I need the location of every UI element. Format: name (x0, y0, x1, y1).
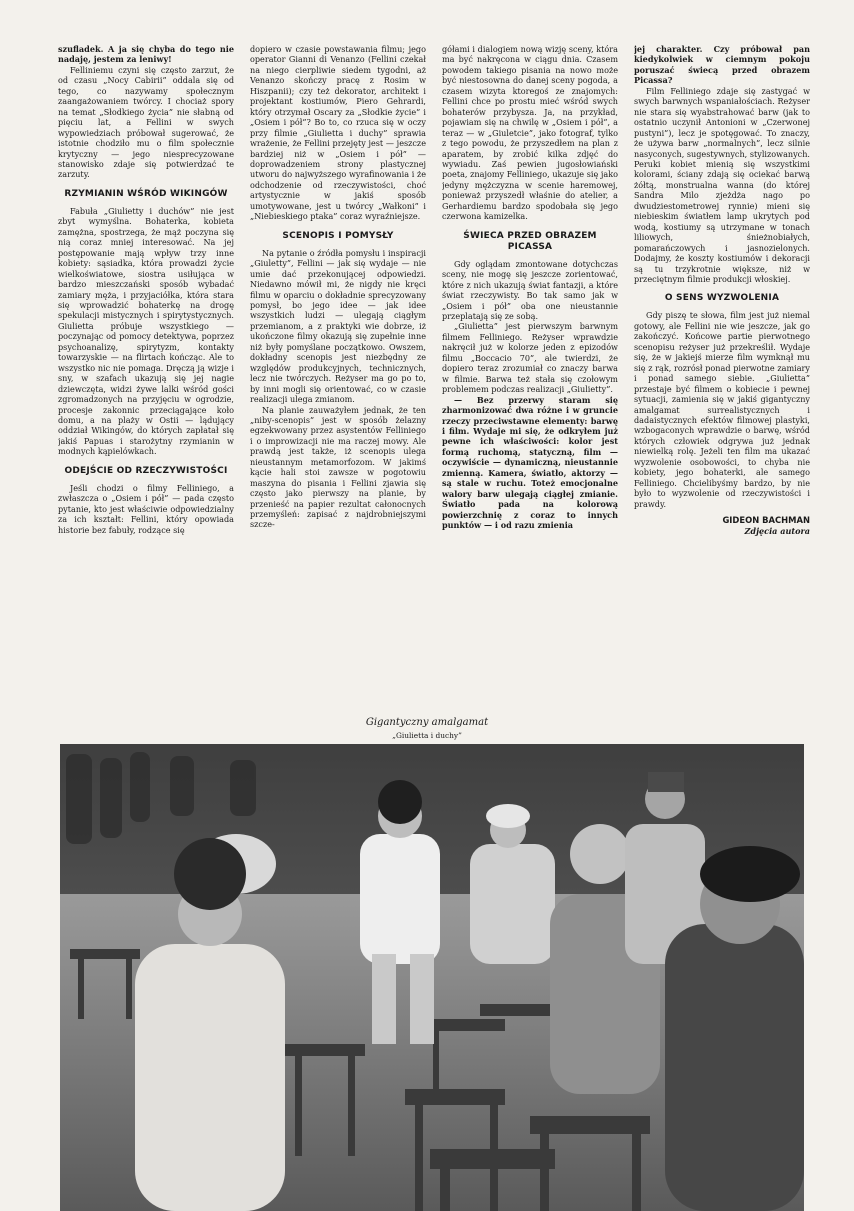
paragraph: Na pytanie o źródła pomysłu i inspiracji „Giuletty”, Fellini — jak się wydaje — nie umie dać przekonującej odpowiedzi. Niedawno mówił mi, że nigdy nie kręci filmu w oparciu o dokładnie sprecyzowany pomysł, bo jego idee — jak idee wszystkich ludzi — ulegają ciągłym przemianom, a z praktyki wie dobrze, iż ukończone filmy okazują się zupełnie inne niż były pomyślane początkowo. Owszem, dokładny scenopis jest niezbędny ze względów produkcyjnych, technicznych, lecz nie twórczych. Reżyser ma go po to, by inni mogli się orientować, co w czasie realizacji ulega zmianom. (250, 247, 426, 405)
section-heading: ODEJŚCIE OD RZECZYWISTOŚCI (64, 465, 228, 476)
paragraph: gółami i dialogiem nową wizję sceny, która ma być nakręcona w ciągu dnia. Czasem powodem takiego pisania na nowo może być niestosowna do danej sceny pogoda, a czasem wizyta ktoregoś ze znajomych: Fellini chce po prostu mieć wśród swych bohaterów przybysza. Ja, na przykład, pojawiam się na chwilę w „Osiem i pół”, a teraz — w „Giuletcie”, jako fotograf, tylko z tego powodu, że przyszedłem na plan z aparatem, by zrobić kilka zdjęć do wywiadu. Zaś pewien jugosłowiański poeta, znajomy Felliniego, ukazuje się jako jedyny mężczyzna w scenie haremowej, ponieważ przyszedł właśnie do atelier, a Gerhardiemu bardzo spodobała się jego czerwona kamizelka. (442, 44, 618, 222)
paragraph: Gdy oglądam zmontowane dotychczas sceny, nie mogę się jeszcze zorientować, które z nich ukazują świat fantazji, a które świat rzeczywisty. Bo tak samo jak w „Osiem i pół” oba one nieustannie przeplatają się ze sobą. (442, 258, 618, 321)
paragraph: Fabuła „Giulietty i duchów” nie jest zbyt wymyślna. Bohaterka, kobieta zamężna, spostrzega, że mąż poczyna się nią coraz mniej interesować. Na jej postępowanie mają wpływ trzy inne kobiety: sąsiadka, która prowadzi życie wielkoświatowe, siostra usiłująca w bardzo mieszczański sposób wybadać zamiary męża, i przyjaciółka, która stara się wprowadzić bohaterkę na drogę spekulacji mistycznych i spirytystycznych. Giulietta próbuje wszystkiego — poczynając od pomocy detektywa, poprzez psychoanalizę, spirytyzm, kontakty towarzyskie — na flirtach kończąc. Ale to wszystko nic nie pomaga. Dręczą ją wizje i sny, w szafach ukazują się jej nagie dziewczęta, widzi żywe lalki wśród gości zgromadzonych na przyjęciu w ogrodzie, procesje zakonnic przeciągające koło domu, a na plaży w Ostii — lądujący oddział Wikingów, do których zapłatał się jakiś Papuas i starożytny rzymianin w modnych kąpielówkach. (58, 205, 234, 457)
paragraph-quote: jej charakter. Czy próbował pan kiedykolwiek w ciemnym pokoju poruszać świecą przed obrazem Picassa? (634, 44, 810, 86)
photo-illustration (60, 744, 804, 1211)
section-heading: SCENOPIS I POMYSŁY (282, 230, 394, 241)
paragraph: Na planie zauważyłem jednak, że ten „niby-scenopis” jest w sposób żelazny egzekwowany przez asystentów Felliniego i o improwizacji nie ma raczej mowy. Ale prawdą jest także, iż scenopis ulega nieustannym metamorfozom. W jakimś kącie hali stoi zawsze w pogotowiu maszyna do pisania i Fellini zjawia się często jako pierwszy na planie, by przenieść na papier rezultat całonocnych przemyśleń: zapisać z najdrobniejszymi szcze- (250, 404, 426, 530)
paragraph: szufladek. A ja się chyba do tego nie nadaję, jestem za leniwy! (58, 44, 234, 65)
film-still-photo (60, 744, 804, 1211)
photo-caption-title: Gigantyczny amalgamat (365, 717, 489, 728)
column-1 (58, 44, 234, 712)
paragraph: Film Felliniego zdaje się zastygać w swych barwnych wspaniałościach. Reżyser nie stara się wyabstrahować barw (jak to ostatnio uczynił Antonioni w „Czerwonej pustyni”), lecz je spotęgować. To znaczy, że używa barw „normalnych”, lecz silnie nasyconych, sugestywnych, stylizowanych. Peruki kobiet mienią się wszystkimi kolorami, ściany zdają się ociekać barwą żółtą, monstrualna wanna (do której Sandra Milo zjeżdża nago po dwudziestometrowej rynnie) mieni się niebieskim światłem lamp ukrytych pod wodą, kostiumy są utrzymane w tonach liliowych, śnieżnobiałych, pomarańczowych i jasnozielonych. Dodajmy, że koszty kostiumów i dekoracji są tu trzykrotnie większe, niż w przeciętnym filmie produkcji włoskiej. (634, 85, 810, 284)
paragraph: dopiero w czasie powstawania filmu; jego operator Gianni di Venanzo (Fellini czekał na niego cierpliwie siedem tygodni, aż Venanzo skończy pracę z Rosim w Hiszpanii); czy też dekorator, architekt i projektant kostiumów, Piero Gehrardi, który otrzymał Oscary za „Słodkie życie” i „Osiem i pół”? Bo to, co rzuca się w oczy przy filmie „Giulietta i duchy” sprawia wrażenie, że Fellini przejęty jest — jeszcze bardziej niż w „Osiem i pół” — doprowadzeniem strony plastycznej utworu do najwyższego wyrafinowania i że odchodzenie od rzeczywistości, choć artystycznie w jakiś sposób umotywowane, jest u twórcy „Wałkoni” i „Niebieskiego ptaka” coraz wyraźniejsze. (250, 44, 426, 222)
photo-caption-subtitle: „Giulietta i duchy” (392, 731, 462, 740)
section-heading: ŚWIECA PRZED OBRAZEM PICASSA (463, 230, 597, 252)
article-columns (58, 44, 810, 712)
paragraph: Gdy piszę te słowa, film jest już niemal gotowy, ale Fellini nie wie jeszcze, jak go zakończyć. Końcowe partie pierwotnego scenopisu reżyser już przekreślił. Wydaje się, że w jakiejś mierze film wymknął mu się z rąk, rozrósł ponad pierwotne zamiary i ponad samego siebie. „Giulietta” przestaje być filmem o kobiecie i pewnej sytuacji, zamienia się w jakiś gigantyczny amalgamat surrealistycznych i dadaistycznych efektów filmowej plastyki, wzbogaconych wprawdzie o barwę, wśród których człowiek odgrywa już jednak niewielką rolę. Jeżeli ten film ma ukazać wyzwolenie osobowości, to chyba nie kobiety, jego bohaterki, ale samego Felliniego. Chcielibyśmy bardzo, by nie było to wyzwolenie od rzeczywistości i prawdy. (634, 310, 810, 509)
photo-credit: Zdjęcia autora (744, 526, 810, 537)
author-signature: GIDEON BACHMAN (722, 515, 810, 526)
paragraph: Jeśli chodzi o filmy Felliniego, a zwłaszcza o „Osiem i pół” — pada często pytanie, kto jest właściwie odpowiedzialny za ich kształt: Fellini, który opowiada historie bez fabuły, rodzące się (58, 482, 234, 535)
section-heading: O SENS WYZWOLENIA (664, 293, 780, 304)
paragraph-quote: — Bez przerwy staram się zharmonizować dwa różne i w gruncie rzeczy przeciwstawne elementy: barwę i film. Wydaje mi się, że odkryłem już pewne ich właściwości: kolor jest formą ruchomą, statyczną, film — oczywiście — dynamiczną, nieustannie zmienną. Kamera, światło, aktorzy — są stale w ruchu. Toteż emocjonalne walory barw ulegają ciągłej zmianie. Światło pada na kolorową powierzchnię z coraz to innych punktów — i od razu zmienia (442, 394, 618, 531)
column-4 (634, 44, 810, 712)
column-3 (442, 44, 618, 712)
column-2 (250, 44, 426, 712)
paragraph: Felliniemu czyni się często zarzut, że od czasu „Nocy Cabirii” oddala się od tego, co nazywamy społecznym zaangażowaniem twórcy. I chociaż spory na temat „Słodkiego życia” nie słabną od pięciu lat, a Fellini w swych wypowiedziach próbował sugerować, że istotnie chodziło mu o film społecznie krytyczny — jego niesprecyzowane stanowisko zdaje się potwierdzać te zarzuty. (58, 64, 234, 180)
paragraph: „Giulietta” jest pierwszym barwnym filmem Felliniego. Reżyser wprawdzie nakręcił już w kolorze jeden z epizodów filmu „Boccacio 70”, ale twierdzi, że dopiero teraz zrozumiał co znaczy barwa w filmie. Barwa też stała się czołowym problemem podczas realizacji „Giulietty”. (442, 321, 618, 395)
section-heading: RZYMIANIN WŚRÓD WIKINGÓW (64, 188, 228, 199)
